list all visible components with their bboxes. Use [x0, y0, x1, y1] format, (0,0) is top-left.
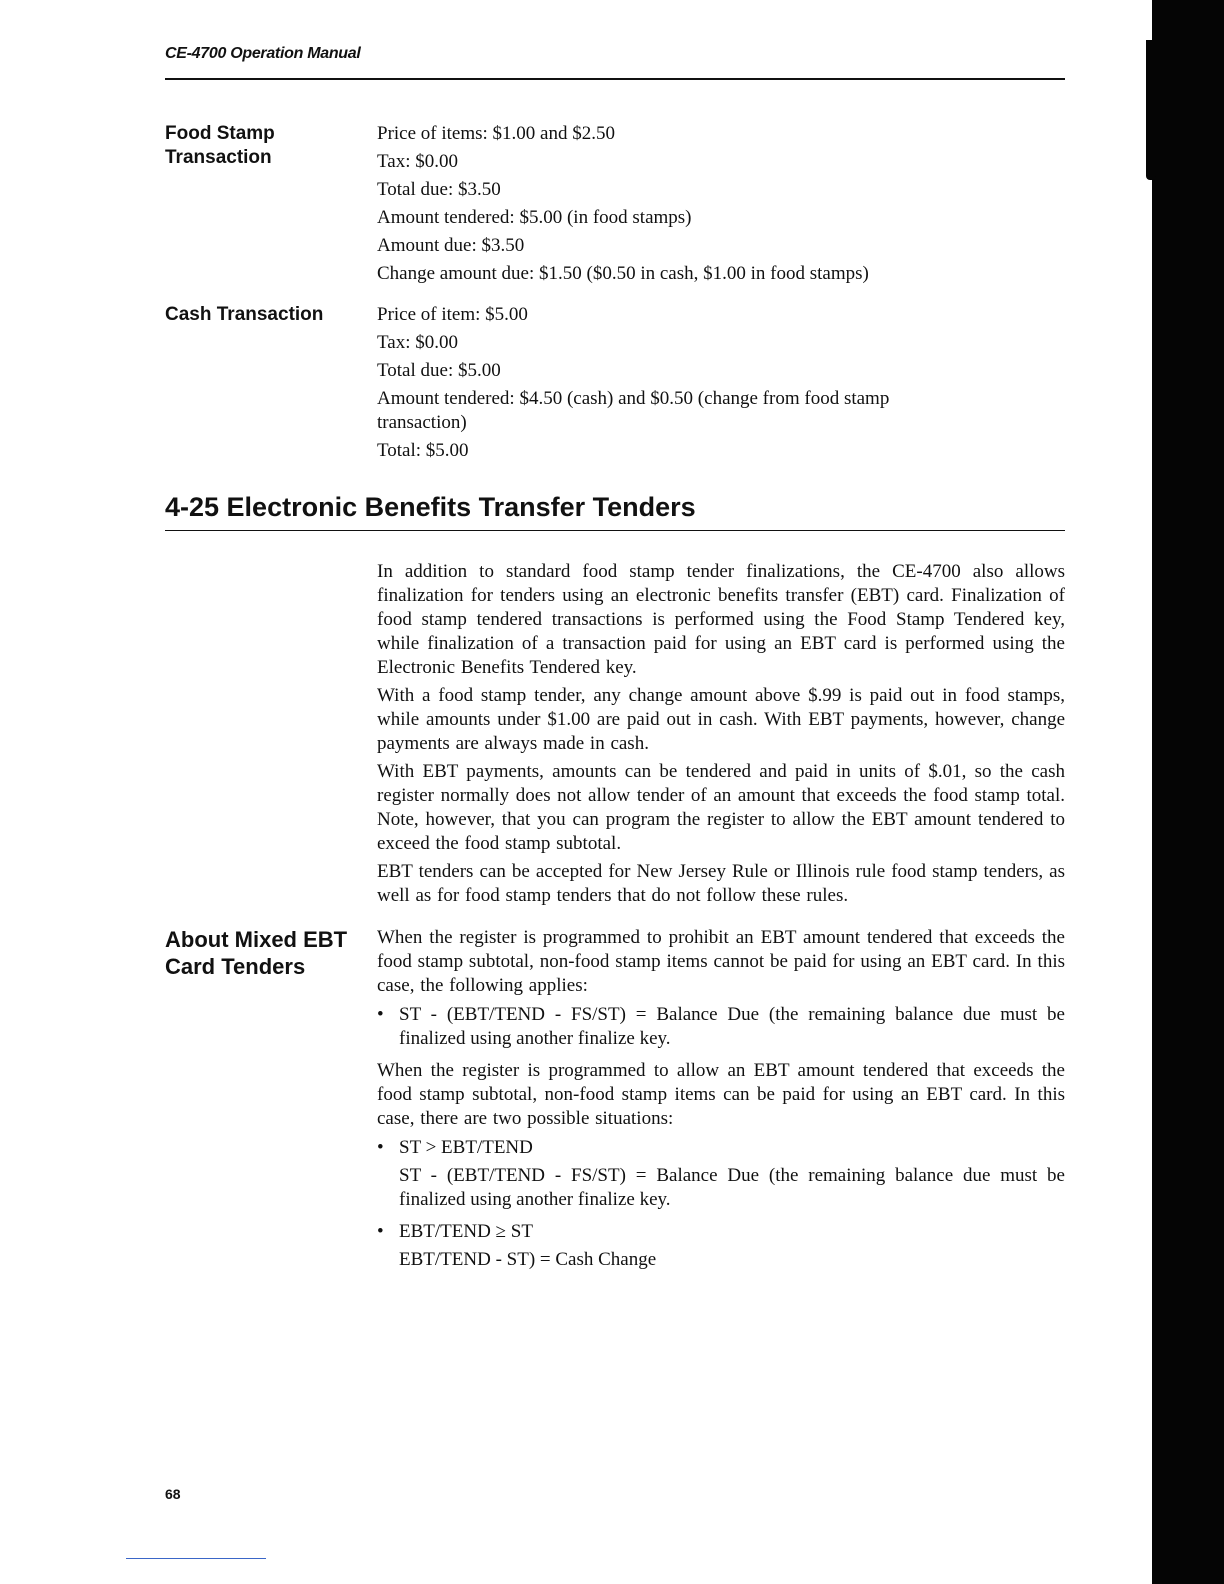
section-rule — [165, 530, 1065, 531]
bullet-dot: • — [377, 1221, 384, 1242]
food-stamp-heading-line1: Food Stamp — [165, 123, 275, 144]
mixed-ebt-paragraph: When the register is programmed to prohibit an EBT amount tendered that exceeds the food stamp subtotal, non-food stamp items cannot be paid for using an EBT card. In this case, the following applies: — [377, 927, 1065, 996]
cash-line: Amount tendered: $4.50 (cash) and $0.50 (change from food stamp transaction) — [377, 388, 890, 433]
mixed-ebt-bullet — [377, 1003, 1065, 1051]
header-rule — [165, 78, 1065, 80]
section-paragraph: With a food stamp tender, any change amount above $.99 is paid out in food stamps, while amounts under $1.00 are paid out in cash. With EBT payments, however, change payments are always made in cash. — [377, 685, 1065, 754]
page-number: 68 — [165, 1486, 181, 1502]
bullet-dot: • — [377, 1004, 384, 1025]
running-head: CE-4700 Operation Manual — [165, 45, 361, 62]
mixed-ebt-heading-line2: Card Tenders — [165, 954, 306, 979]
footer-link-line — [126, 1558, 266, 1559]
section-title: 4-25 Electronic Benefits Transfer Tenders — [165, 492, 696, 522]
bullet-text: ST - (EBT/TEND - FS/ST) = Balance Due (the remaining balance due must be finalized using another finalize key. — [399, 1004, 1065, 1049]
section-paragraph: In addition to standard food stamp tender finalizations, the CE-4700 also allows finalization for tenders using an electronic benefits transfer (EBT) card. Finalization of food stamp tendered transactions is performed using the Food Stamp Tendered key, while finalization of a transaction paid for using an EBT card is performed using the Electronic Benefits Tendered key. — [377, 561, 1065, 678]
cash-transaction-heading-text: Cash Transaction — [165, 304, 324, 325]
food-stamp-line: Amount due: $3.50 — [377, 235, 525, 256]
food-stamp-line: Tax: $0.00 — [377, 151, 458, 172]
cash-line: Price of item: $5.00 — [377, 304, 528, 325]
food-stamp-transaction-heading — [165, 122, 355, 170]
scan-edge — [1152, 0, 1224, 1584]
cash-line: Tax: $0.00 — [377, 332, 458, 353]
food-stamp-line: Price of items: $1.00 and $2.50 — [377, 123, 615, 144]
bullet-body: ST - (EBT/TEND - FS/ST) = Balance Due (the remaining balance due must be finalized using another finalize key. — [399, 1165, 1065, 1210]
bullet-head: EBT/TEND ≥ ST — [399, 1221, 533, 1242]
bullet-body: EBT/TEND - ST) = Cash Change — [399, 1249, 657, 1270]
cash-transaction-body — [377, 303, 977, 467]
bullet-dot: • — [377, 1137, 384, 1158]
section-paragraph: With EBT payments, amounts can be tendered and paid in units of $.01, so the cash register normally does not allow tender of an amount that exceeds the food stamp total. Note, however, that you can program the register to allow the EBT amount tendered to exceed the food stamp subtotal. — [377, 761, 1065, 854]
food-stamp-line: Total due: $3.50 — [377, 179, 501, 200]
mixed-ebt-body — [377, 926, 1065, 1280]
mixed-ebt-bullet — [377, 1220, 1065, 1272]
food-stamp-transaction-body — [377, 122, 1065, 290]
mixed-ebt-heading-line1: About Mixed EBT — [165, 927, 348, 952]
cash-line: Total: $5.00 — [377, 440, 469, 461]
section-body — [377, 560, 1065, 912]
mixed-ebt-paragraph: When the register is programmed to allow an EBT amount tendered that exceeds the food stamp subtotal, non-food stamp items can be paid for using an EBT card. In this case, there are two possible situations: — [377, 1060, 1065, 1129]
cash-line: Total due: $5.00 — [377, 360, 501, 381]
mixed-ebt-bullet — [377, 1136, 1065, 1212]
bullet-head: ST > EBT/TEND — [399, 1137, 533, 1158]
section-paragraph: EBT tenders can be accepted for New Jersey Rule or Illinois rule food stamp tenders, as well as for food stamp tenders that do not follow these rules. — [377, 861, 1065, 906]
cash-transaction-heading — [165, 303, 355, 327]
food-stamp-line: Amount tendered: $5.00 (in food stamps) — [377, 207, 692, 228]
food-stamp-heading-line2: Transaction — [165, 147, 272, 168]
mixed-ebt-heading — [165, 926, 365, 980]
scan-edge-notch — [1146, 40, 1156, 180]
food-stamp-line: Change amount due: $1.50 ($0.50 in cash, $1.00 in food stamps) — [377, 263, 869, 284]
